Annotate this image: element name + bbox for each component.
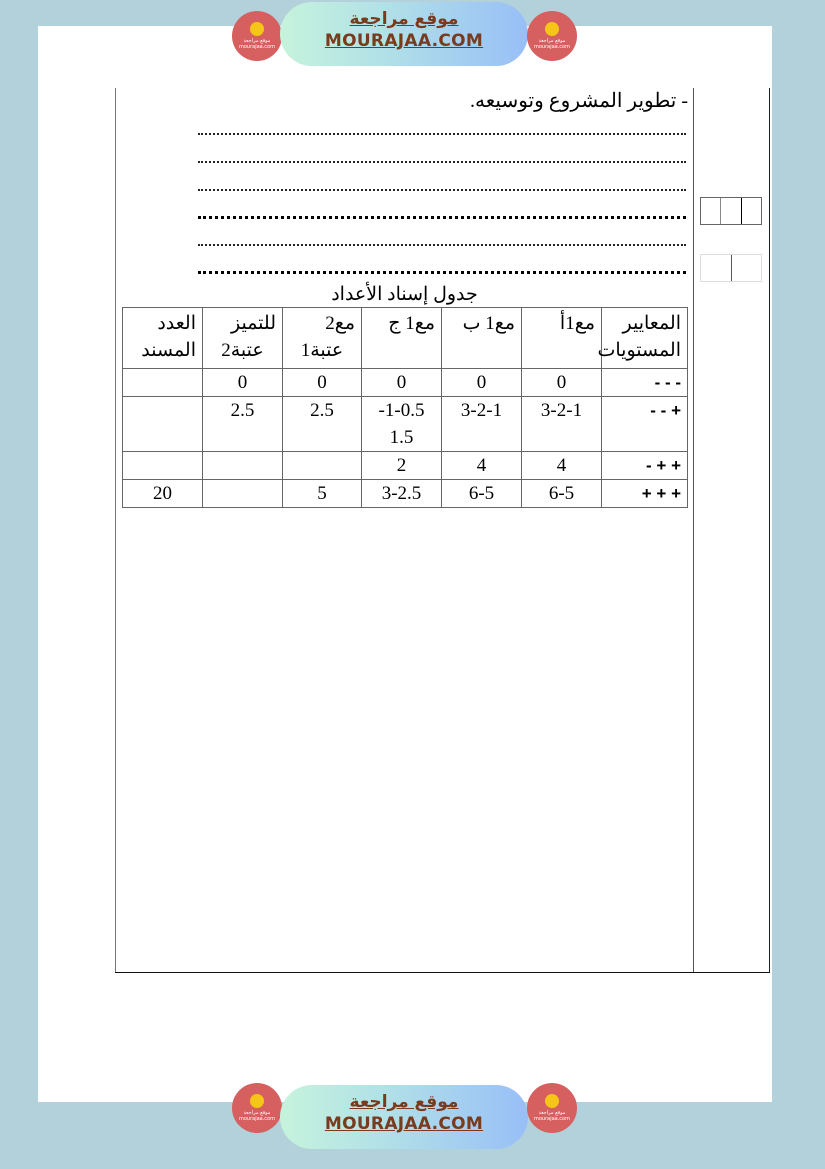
grade-cell[interactable] [701, 255, 731, 281]
table-row [123, 369, 688, 397]
answer-line-6[interactable] [198, 271, 686, 274]
badge-latin-text: mourajaa.com [238, 1116, 275, 1122]
assigned-cell: 20 [123, 480, 203, 508]
c1a-cell: 0 [522, 369, 602, 397]
grade-cell[interactable] [701, 198, 720, 224]
badge-arabic-text: موقع مراجعة [538, 1110, 566, 1116]
header-criteria-levels [597, 308, 688, 369]
header-levels-label: المستويات [597, 340, 681, 361]
badge-arabic-text: موقع مراجعة [243, 38, 271, 44]
watermark-arabic: موقع مراجعة [349, 1092, 459, 1112]
section-heading: - تطوير المشروع وتوسيعه. [470, 90, 688, 112]
table-row [123, 397, 688, 452]
answer-line-4[interactable] [198, 216, 686, 219]
header-excellence [203, 308, 283, 369]
c1c-value-line-1: -1-0.5 [378, 400, 425, 421]
answer-line-2[interactable] [198, 161, 686, 163]
header-excellence-threshold: عتبة2 [221, 340, 264, 361]
answer-line-3[interactable] [198, 189, 686, 191]
c2-cell [283, 452, 362, 480]
grade-box-criteria [700, 197, 762, 225]
level-cell: - + + [602, 452, 688, 480]
c2-cell: 0 [283, 369, 362, 397]
table-row [123, 480, 688, 508]
c1c-cell [362, 397, 442, 452]
excellence-cell: 2.5 [203, 397, 283, 452]
watermark-latin: MOURAJAA.COM [324, 31, 484, 51]
watermark-badge-right-top [527, 11, 577, 61]
table-row [123, 452, 688, 480]
header-excellence-label: للتميز [230, 313, 276, 334]
frame-left-border [115, 88, 116, 973]
header-c1a: مع1أ [522, 308, 602, 369]
grade-cell[interactable] [731, 255, 762, 281]
logo-icon [545, 1094, 559, 1108]
watermark-latin: MOURAJAA.COM [324, 1114, 484, 1134]
logo-icon [250, 22, 264, 36]
watermark-badge-left-bottom [232, 1083, 282, 1133]
watermark-banner-bottom[interactable] [280, 1085, 528, 1149]
header-criteria-label: المعايير [622, 313, 681, 334]
level-cell: - - + [602, 397, 688, 452]
c1b-cell: 3-2-1 [442, 397, 522, 452]
excellence-cell: 0 [203, 369, 283, 397]
c1b-cell: 0 [442, 369, 522, 397]
c2-cell: 5 [283, 480, 362, 508]
badge-latin-text: mourajaa.com [533, 1116, 570, 1122]
level-cell: + + + [602, 480, 688, 508]
header-assigned [123, 308, 203, 369]
c1c-cell: 2 [362, 452, 442, 480]
watermark-banner-top[interactable] [280, 2, 528, 66]
c1c-cell: 0 [362, 369, 442, 397]
c1a-cell: 4 [522, 452, 602, 480]
header-c2-threshold: عتبة1 [300, 340, 344, 361]
c1b-cell: 6-5 [442, 480, 522, 508]
header-c2-label: مع2 [325, 313, 355, 334]
watermark-badge-right-bottom [527, 1083, 577, 1133]
table-title: جدول إسناد الأعداد [331, 284, 478, 305]
badge-arabic-text: موقع مراجعة [243, 1110, 271, 1116]
c1c-cell: 3-2.5 [362, 480, 442, 508]
c1c-value-line-2: 1.5 [389, 427, 414, 448]
assigned-cell [123, 452, 203, 480]
grade-box-score [700, 254, 762, 282]
frame-right-border [769, 88, 770, 973]
answer-line-5[interactable] [198, 244, 686, 246]
header-assigned-label: العدد [157, 313, 196, 334]
excellence-cell [203, 480, 283, 508]
c2-cell: 2.5 [283, 397, 362, 452]
grade-cell[interactable] [720, 198, 740, 224]
grade-cell[interactable] [741, 198, 761, 224]
header-assigned-label-2: المسند [141, 340, 196, 361]
c1a-cell: 3-2-1 [522, 397, 602, 452]
frame-margin-divider [693, 88, 694, 973]
excellence-cell [203, 452, 283, 480]
exam-page [38, 26, 772, 1102]
c1a-cell: 6-5 [522, 480, 602, 508]
logo-icon [545, 22, 559, 36]
frame-bottom-border [115, 972, 770, 973]
answer-line-1[interactable] [198, 133, 686, 135]
watermark-arabic: موقع مراجعة [349, 9, 459, 29]
c1b-cell: 4 [442, 452, 522, 480]
table-header-row [123, 308, 688, 369]
assigned-cell [123, 397, 203, 452]
badge-latin-text: mourajaa.com [533, 44, 570, 50]
badge-arabic-text: موقع مراجعة [538, 38, 566, 44]
logo-icon [250, 1094, 264, 1108]
header-c2 [283, 308, 362, 369]
watermark-badge-left-top [232, 11, 282, 61]
header-c1c: مع1 ج [362, 308, 442, 369]
badge-latin-text: mourajaa.com [238, 44, 275, 50]
header-c1b: مع1 ب [442, 308, 522, 369]
level-cell: - - - [602, 369, 688, 397]
assigned-cell [123, 369, 203, 397]
grading-table [122, 307, 688, 508]
